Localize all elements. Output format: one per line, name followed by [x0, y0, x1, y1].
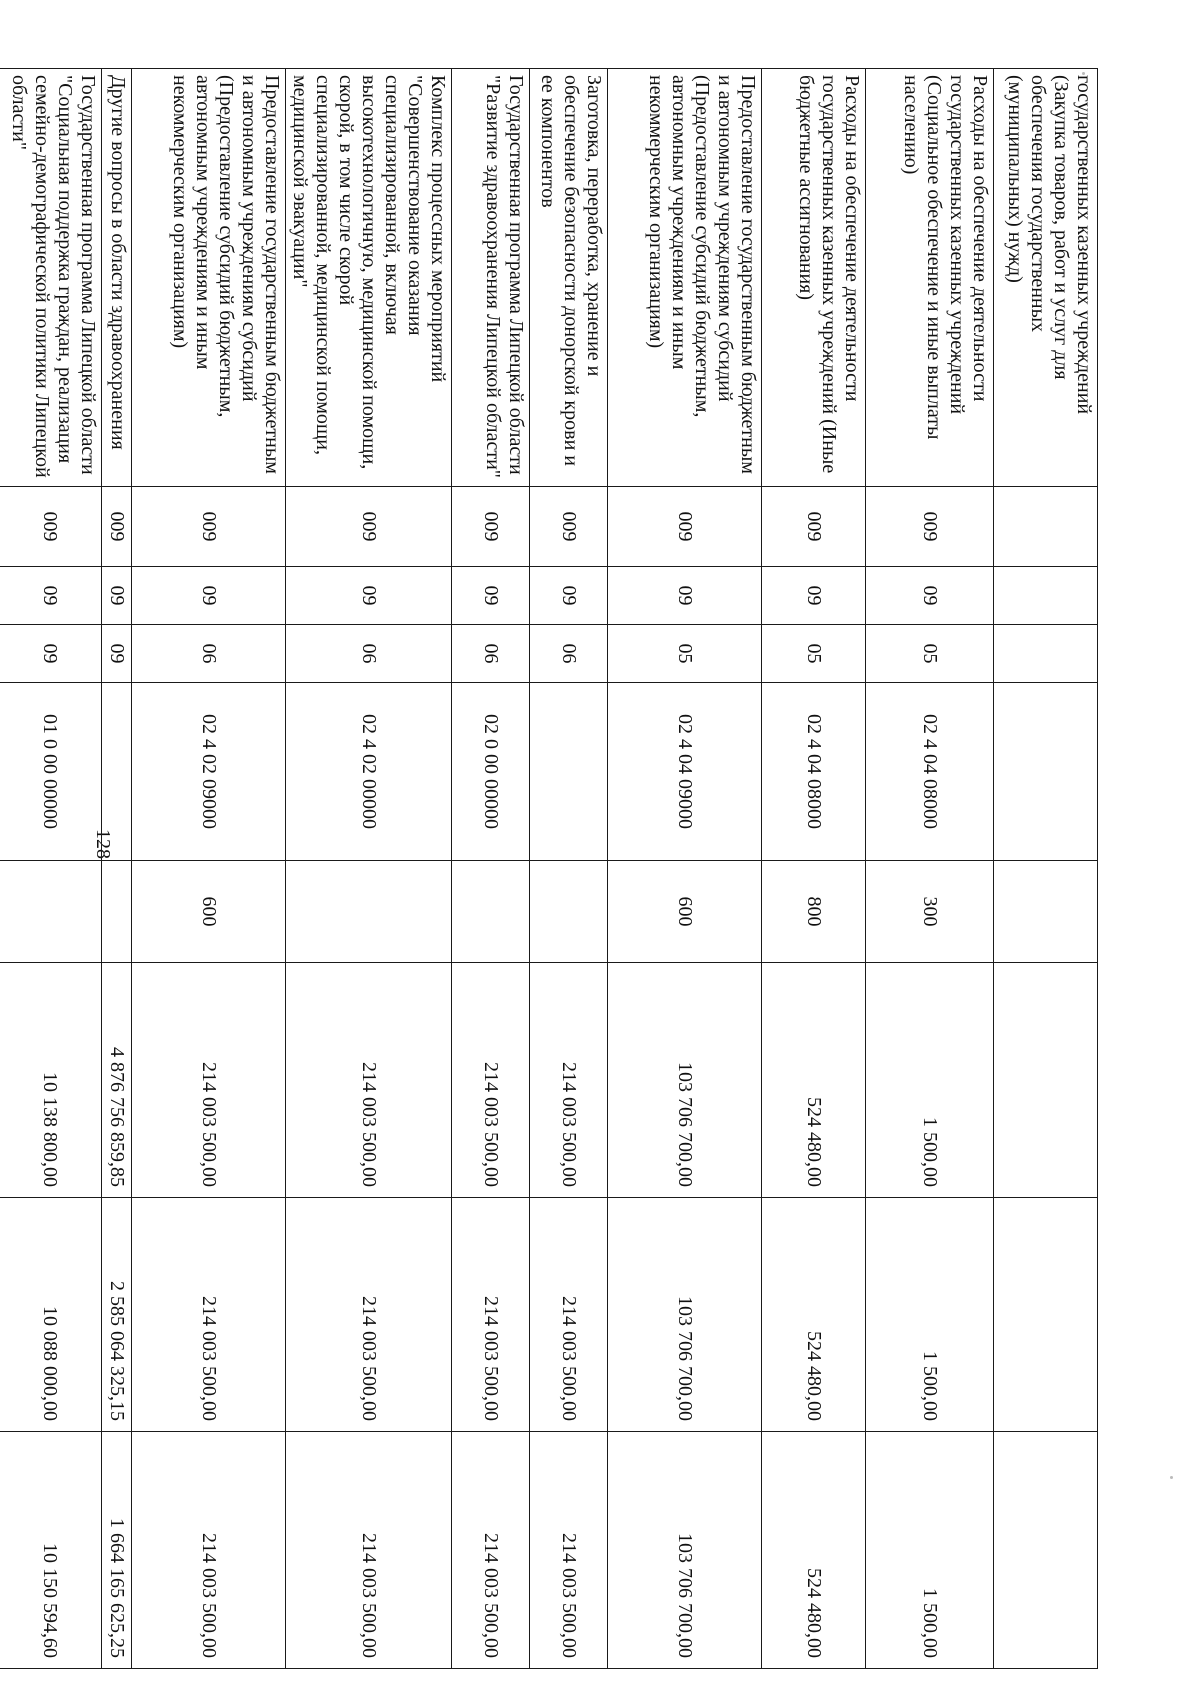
row-admin-code: 009 [132, 487, 286, 567]
row-sum-year-3: 214 003 500,00 [286, 1432, 452, 1669]
row-target-article [994, 683, 1098, 861]
row-subsection: 06 [286, 625, 452, 683]
row-admin-code: 009 [866, 487, 994, 567]
row-sum-year-2: 2 585 064 325,15 [102, 1198, 132, 1432]
row-name: Расходы на обеспечение деятельности государственных казенных учреждений (Иные бюджетные ассигнования) [762, 69, 866, 487]
row-sum-year-2: 214 003 500,00 [286, 1198, 452, 1432]
row-expense-type [0, 861, 102, 963]
row-sum-year-3: 214 003 500,00 [530, 1432, 608, 1669]
row-sum-year-2: 524 480,00 [762, 1198, 866, 1432]
row-subsection: 05 [866, 625, 994, 683]
row-sum-year-3: 1 500,00 [866, 1432, 994, 1669]
row-admin-code: 009 [530, 487, 608, 567]
row-expense-type [102, 861, 132, 963]
row-target-article [530, 683, 608, 861]
row-section: 09 [0, 567, 102, 625]
row-section: 09 [762, 567, 866, 625]
row-sum-year-3: 103 706 700,00 [608, 1432, 762, 1669]
row-target-article: 02 4 04 08000 [762, 683, 866, 861]
row-sum-year-1: 1 500,00 [866, 963, 994, 1198]
row-sum-year-3: 1 664 165 625,25 [102, 1432, 132, 1669]
table-row [102, 69, 132, 1669]
row-subsection: 09 [102, 625, 132, 683]
row-target-article: 02 4 04 08000 [866, 683, 994, 861]
row-sum-year-1: 4 876 756 859,85 [102, 963, 132, 1198]
row-target-article: 02 4 04 09000 [608, 683, 762, 861]
row-sum-year-1: 214 003 500,00 [286, 963, 452, 1198]
row-sum-year-3 [994, 1432, 1098, 1669]
budget-table [0, 68, 1098, 1669]
row-expense-type: 600 [608, 861, 762, 963]
row-subsection: 06 [132, 625, 286, 683]
row-sum-year-2: 214 003 500,00 [452, 1198, 530, 1432]
row-section: 09 [452, 567, 530, 625]
row-sum-year-1 [994, 963, 1098, 1198]
table-row [994, 69, 1098, 1669]
row-sum-year-1: 524 480,00 [762, 963, 866, 1198]
row-sum-year-3: 10 150 594,60 [0, 1432, 102, 1669]
row-expense-type [530, 861, 608, 963]
row-admin-code [994, 487, 1098, 567]
row-expense-type: 300 [866, 861, 994, 963]
row-section: 09 [102, 567, 132, 625]
row-name: государственных казенных учреждений (Закупка товаров, работ и услуг для обеспечения государственных (муниципальных) нужд) [994, 69, 1098, 487]
row-sum-year-1: 214 003 500,00 [530, 963, 608, 1198]
row-expense-type [994, 861, 1098, 963]
scan-speck [1170, 1476, 1173, 1479]
row-expense-type: 600 [132, 861, 286, 963]
row-subsection: 05 [608, 625, 762, 683]
row-admin-code: 009 [286, 487, 452, 567]
row-sum-year-2: 1 500,00 [866, 1198, 994, 1432]
row-sum-year-1: 214 003 500,00 [452, 963, 530, 1198]
row-name: Предоставление государственным бюджетным и автономным учреждениям субсидий (Предоставление субсидий бюджетным, автономным учреждениям и иным некоммерческим организациям) [132, 69, 286, 487]
row-subsection: 06 [452, 625, 530, 683]
row-target-article: 02 4 02 09000 [132, 683, 286, 861]
row-expense-type: 800 [762, 861, 866, 963]
row-section: 09 [286, 567, 452, 625]
row-admin-code: 009 [102, 487, 132, 567]
table-row [530, 69, 608, 1669]
table-row [866, 69, 994, 1669]
row-sum-year-2: 214 003 500,00 [132, 1198, 286, 1432]
row-sum-year-2 [994, 1198, 1098, 1432]
table-row [286, 69, 452, 1669]
row-name: Государственная программа Липецкой области "Социальная поддержка граждан, реализация семейно-демографической политики Липецкой области" [0, 69, 102, 487]
row-name: Другие вопросы в области здравоохранения [102, 69, 132, 487]
row-subsection [994, 625, 1098, 683]
row-sum-year-3: 524 480,00 [762, 1432, 866, 1669]
row-target-article: 01 0 00 00000 [0, 683, 102, 861]
row-name: Комплекс процессных мероприятий "Совершенствование оказания специализированной, включая высокотехнологичную, медицинской помощи, скорой, в том числе скорой специализированной, медицинской помощи, медицинской эвакуации" [286, 69, 452, 487]
row-section: 09 [608, 567, 762, 625]
row-sum-year-1: 103 706 700,00 [608, 963, 762, 1198]
row-target-article: 02 4 02 00000 [286, 683, 452, 861]
row-admin-code: 009 [0, 487, 102, 567]
table-row [608, 69, 762, 1669]
row-admin-code: 009 [608, 487, 762, 567]
row-expense-type [452, 861, 530, 963]
row-target-article [102, 683, 132, 861]
row-section: 09 [530, 567, 608, 625]
row-sum-year-2: 10 088 000,00 [0, 1198, 102, 1432]
row-subsection: 06 [530, 625, 608, 683]
row-sum-year-1: 214 003 500,00 [132, 963, 286, 1198]
row-subsection: 05 [762, 625, 866, 683]
row-expense-type [286, 861, 452, 963]
row-admin-code: 009 [762, 487, 866, 567]
row-sum-year-1: 10 138 800,00 [0, 963, 102, 1198]
row-subsection: 09 [0, 625, 102, 683]
row-name: Предоставление государственным бюджетным и автономным учреждениям субсидий (Предоставление субсидий бюджетным, автономным учреждениям и иным некоммерческим организациям) [608, 69, 762, 487]
page-number: 128 [92, 829, 114, 859]
table-row [0, 69, 102, 1669]
row-name: Государственная программа Липецкой области "Развитие здравоохранения Липецкой области" [452, 69, 530, 487]
row-name: Расходы на обеспечение деятельности государственных казенных учреждений (Социальное обеспечение и иные выплаты населению) [866, 69, 994, 487]
row-target-article: 02 0 00 00000 [452, 683, 530, 861]
row-sum-year-2: 214 003 500,00 [530, 1198, 608, 1432]
table-row [132, 69, 286, 1669]
row-section: 09 [866, 567, 994, 625]
table-row [762, 69, 866, 1669]
row-sum-year-3: 214 003 500,00 [132, 1432, 286, 1669]
row-name: Заготовка, переработка, хранение и обеспечение безопасности донорской крови и ее компонентов [530, 69, 608, 487]
row-section: 09 [132, 567, 286, 625]
row-sum-year-2: 103 706 700,00 [608, 1198, 762, 1432]
table-row [452, 69, 530, 1669]
row-sum-year-3: 214 003 500,00 [452, 1432, 530, 1669]
row-section [994, 567, 1098, 625]
row-admin-code: 009 [452, 487, 530, 567]
